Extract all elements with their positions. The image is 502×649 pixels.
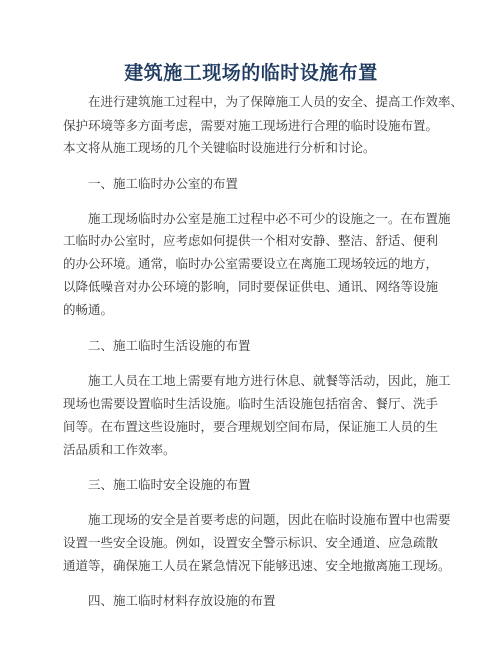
- text-line: 保护环境等多方面考虑，需要对施工现场进行合理的临时设施布置。: [63, 118, 439, 133]
- text-line: 通道等，确保施工人员在紧急情况下能够迅速、安全地撤离施工现场。: [63, 558, 451, 573]
- text-line: 现场也需要设置临时生活设施。临时生活设施包括宿舍、餐厅、洗手: [63, 396, 439, 411]
- text-line: 工临时办公室时，应考虑如何提供一个相对安静、整洁、舒适、便利: [63, 233, 439, 248]
- text-line: 施工现场的安全是首要考虑的问题，因此在临时设施布置中也需要: [88, 512, 451, 527]
- text-line: 施工现场临时办公室是施工过程中必不可少的设施之一。在布置施: [88, 211, 451, 226]
- text-line: 在进行建筑施工过程中，为了保障施工人员的安全、提高工作效率、: [88, 94, 464, 109]
- section-heading: 四、施工临时材料存放设施的布置: [88, 593, 276, 608]
- section-heading: 一、施工临时办公室的布置: [88, 176, 239, 191]
- text-line: 本文将从施工现场的几个关键临时设施进行分析和讨论。: [63, 140, 376, 155]
- text-line: 设置一些安全设施。例如，设置安全警示标识、安全通道、应急疏散: [63, 535, 439, 550]
- document-title: 建筑施工现场的临时设施布置: [124, 62, 378, 84]
- text-line: 活品质和工作效率。: [63, 442, 176, 457]
- text-line: 以降低噪音对办公环境的影响，同时要保证供电、通讯、网络等设施: [63, 279, 439, 294]
- text-line: 的畅通。: [63, 302, 114, 317]
- text-line: 施工人员在工地上需要有地方进行休息、就餐等活动，因此，施工: [88, 373, 451, 388]
- section-heading: 二、施工临时生活设施的布置: [88, 338, 251, 353]
- text-line: 间等。在布置这些设施时，要合理规划空间布局，保证施工人员的生: [63, 419, 439, 434]
- section-heading: 三、施工临时安全设施的布置: [88, 477, 251, 492]
- text-line: 的办公环境。通常，临时办公室需要设立在离施工现场较远的地方，: [63, 256, 439, 271]
